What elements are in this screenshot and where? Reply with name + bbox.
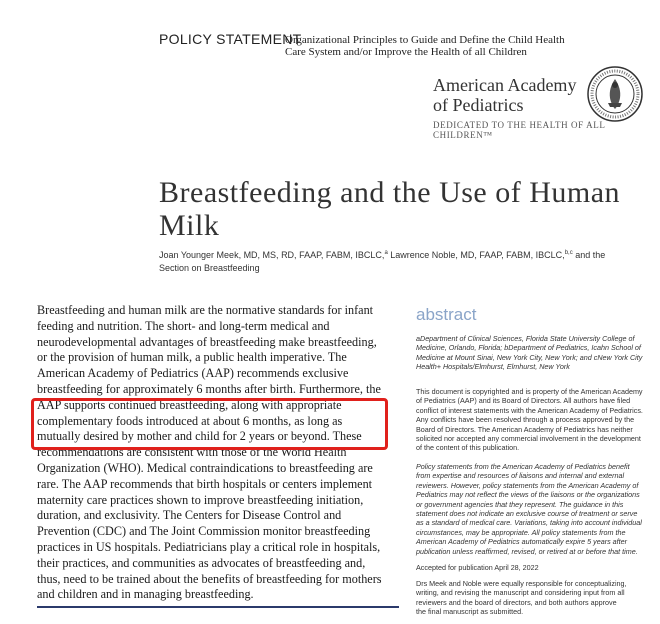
author-list	[159, 247, 639, 275]
body-line: Organization (WHO). Medical contraindications to breastfeeding are	[37, 460, 373, 475]
responsibility-line: writing, and revising the manuscript and considering input from all	[416, 588, 625, 598]
affiliation-line: Medicine at Mount Sinai, New York City, New York; and cNew York City	[416, 352, 643, 362]
body-line: mutually desired by mother and child for 2 years or beyond. These	[37, 429, 362, 444]
responsibility-line: the final manuscript as submitted.	[416, 607, 524, 617]
organization-name	[433, 75, 576, 115]
author-affiliation-mark: b,c	[564, 250, 573, 256]
body-line: thus, need to be trained about the benefits of breastfeeding for mothers	[37, 571, 382, 586]
policy-line: Policy statements from the American Academy of Pediatrics benefit	[416, 462, 630, 471]
policy-line: circumstances, may be appropriate. All policy statements from the	[416, 527, 626, 537]
body-line: recommendations are consistent with those of the World Health	[37, 445, 347, 460]
organization-tagline: DEDICATED TO THE HEALTH OF ALL CHILDREN™	[433, 120, 606, 140]
subtitle-line: Care System and/or Improve the Health of all Children	[285, 46, 527, 58]
policy-line: or government agencies that they represent. The guidance in this	[416, 499, 624, 509]
body-line: complementary foods introduced at about 6 months, as long as	[37, 413, 343, 428]
policy-line: from expertise and resources of liaisons and internal and external	[416, 471, 625, 481]
policy-line: Pediatrics may not reflect the views of the liaisons or the organizations	[416, 490, 640, 500]
subtitle-line: Organizational Principles to Guide and Define the Child Health	[285, 34, 565, 46]
body-line: American Academy of Pediatrics (AAP) recommends exclusive	[37, 366, 349, 381]
body-line: or the provision of human milk, a public health imperative. The	[37, 350, 347, 365]
body-line: breastfeeding for approximately 6 months after birth. Furthermore, the	[37, 381, 381, 396]
copyright-line: Board of Directors. The American Academy of Pediatrics has neither	[416, 424, 633, 434]
body-line: Prevention (CDC) and The Joint Commission monitor breastfeeding	[37, 524, 371, 539]
copyright-line: conflict of interest statements with the American Academy of Pediatrics.	[416, 405, 643, 415]
highlight-box	[31, 398, 388, 450]
policy-statement-label: POLICY STATEMENT	[159, 31, 302, 47]
body-line: maternity care practices shown to improve breastfeeding initiation,	[37, 492, 364, 507]
organization-name-line: of Pediatrics	[433, 95, 524, 115]
accepted-date: Accepted for publication April 28, 2022	[416, 563, 539, 572]
body-line: feeding and nutrition. The short- and long-term medical and	[37, 318, 330, 333]
body-line: AAP supports continued breastfeeding, along with appropriate	[37, 397, 342, 412]
title-line: Breastfeeding and the Use of Human	[159, 176, 621, 209]
policy-line: American Academy of Pediatrics automatically expire 5 years after	[416, 537, 628, 547]
body-line: and children and in managing breastfeeding.	[37, 587, 254, 602]
author-responsibility	[416, 579, 644, 617]
policy-line: statement does not indicate an exclusive course of treatment or serve	[416, 509, 638, 519]
responsibility-line: reviewers and the board of directors, and both authors approve	[416, 597, 617, 607]
affiliation-line: Medicine, Orlando, Florida; bDepartment of Pediatrics, Icahn School of	[416, 343, 641, 353]
copyright-notice	[416, 387, 644, 453]
body-line: neurodevelopmental advantages of breastfeeding make breastfeeding,	[37, 334, 377, 349]
organization-name-line: American Academy	[433, 75, 577, 95]
affiliations	[416, 334, 644, 372]
copyright-line: of the content of this publication.	[416, 443, 520, 453]
abstract-body	[37, 303, 399, 603]
author-text: and the	[572, 250, 606, 260]
copyright-line: Any conflicts have been resolved through a process approved by the	[416, 415, 635, 425]
affiliation-line: aDepartment of Clinical Sciences, Florida State University College of	[416, 334, 635, 343]
policy-disclaimer	[416, 462, 644, 556]
title-line: Milk	[159, 209, 220, 242]
affiliation-line: Health+ Hospitals/Elmhurst, Elmhurst, New York	[416, 362, 570, 372]
policy-line: publication unless reaffirmed, revised, or retired at or before that time.	[416, 546, 638, 556]
author-section: Section on Breastfeeding	[159, 263, 260, 273]
article-title	[159, 176, 639, 242]
copyright-line: solicited nor accepted any commercial involvement in the development	[416, 434, 641, 444]
copyright-line: of Pediatrics (AAP) and its Board of Directors. All authors have filed	[416, 396, 631, 406]
policy-line: as a standard of medical care. Variations, taking into account individual	[416, 518, 642, 528]
author-text: Joan Younger Meek, MD, MS, RD, FAAP, FABM, IBCLC,	[159, 250, 385, 260]
column-divider-rule	[37, 606, 399, 608]
abstract-heading: abstract	[416, 305, 477, 324]
aap-seal-icon	[586, 65, 644, 123]
policy-line: reviewers. However, policy statements from the American Academy of	[416, 480, 639, 490]
responsibility-line: Drs Meek and Noble were equally responsible for conceptualizing,	[416, 579, 627, 588]
body-line: rare. The AAP recommends that birth hospitals or centers implement	[37, 476, 373, 491]
policy-statement-subtitle	[285, 34, 615, 58]
body-line: duration, and exclusivity. The Centers for Disease Control and	[37, 508, 342, 523]
body-line: their practices, and communities as advocates of breastfeeding and,	[37, 555, 366, 570]
copyright-line: This document is copyrighted and is property of the American Academy	[416, 387, 643, 396]
author-text: Lawrence Noble, MD, FAAP, FABM, IBCLC,	[387, 250, 565, 260]
body-line: practices in US hospitals. Pediatricians play a critical role in hospitals,	[37, 539, 381, 554]
body-line: Breastfeeding and human milk are the normative standards for infant	[37, 303, 374, 317]
author-affiliation-mark: a	[384, 250, 388, 256]
